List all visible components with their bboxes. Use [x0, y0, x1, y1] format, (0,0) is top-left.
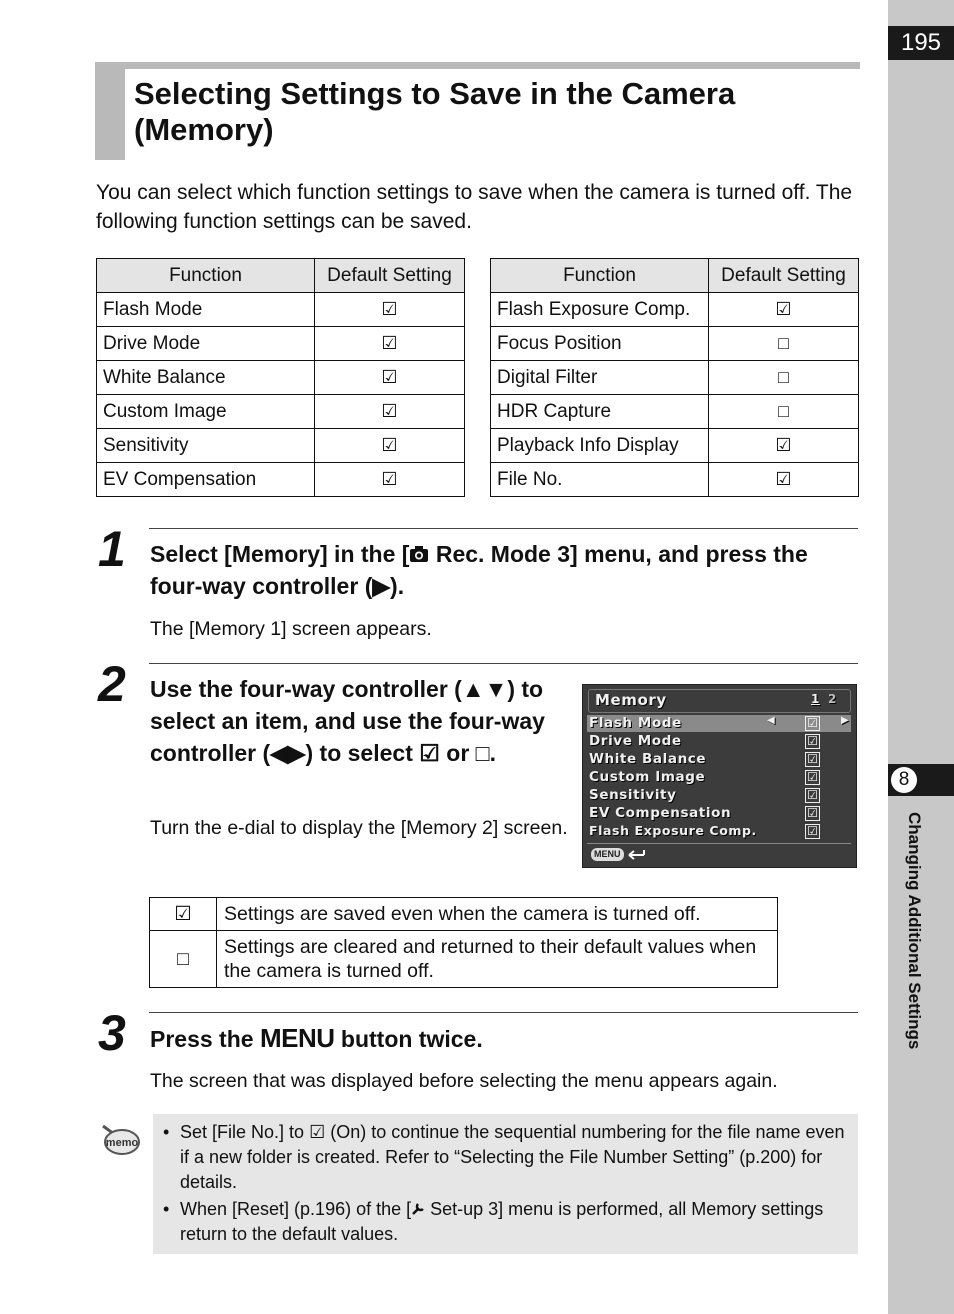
step-divider [149, 663, 858, 664]
table-row [491, 293, 859, 327]
default-mark: □ [709, 361, 859, 395]
unchecked-icon: □ [475, 740, 490, 766]
table-row [150, 931, 778, 988]
step-number: 3 [98, 1005, 126, 1061]
function-name: Sensitivity [97, 429, 315, 463]
table-row [97, 327, 465, 361]
function-name: Digital Filter [491, 361, 709, 395]
step-number: 2 [98, 656, 126, 712]
table-row [97, 429, 465, 463]
default-mark: ☑ [315, 361, 465, 395]
default-mark: ☑ [315, 429, 465, 463]
left-arrow-icon: ◀ [767, 715, 776, 726]
table-row [97, 293, 465, 327]
checked-icon: ☑ [805, 770, 820, 785]
default-mark: ☑ [315, 293, 465, 327]
checked-icon: ☑ [309, 1122, 326, 1142]
legend-text: Settings are cleared and returned to their default values when the camera is turned off. [217, 931, 778, 988]
screen-item-label: Sensitivity [589, 787, 677, 803]
screen-item-label: Drive Mode [589, 733, 682, 749]
function-name: Flash Exposure Comp. [491, 293, 709, 327]
chapter-title: Changing Additional Settings [905, 812, 924, 1050]
default-mark: ☑ [709, 429, 859, 463]
mark-legend-table [149, 897, 778, 988]
memo-note-2a: When [Reset] (p.196) of the [ [180, 1199, 412, 1219]
step-3-title-a: Press the [150, 1026, 260, 1052]
screen-item-label: Flash Exposure Comp. [589, 823, 757, 838]
default-mark: □ [709, 327, 859, 361]
function-name: EV Compensation [97, 463, 315, 497]
default-mark: ☑ [315, 395, 465, 429]
camera-icon [409, 545, 429, 563]
table-row [491, 327, 859, 361]
header-default: Default Setting [315, 259, 465, 293]
default-mark: ☑ [709, 293, 859, 327]
memo-icon-label: memo [105, 1137, 139, 1149]
memo-note-1a: Set [File No.] to [180, 1122, 310, 1142]
page-title: Selecting Settings to Save in the Camera (Memory) [134, 76, 736, 147]
chapter-sidebar [888, 0, 954, 1314]
checked-icon: ☑ [419, 740, 440, 766]
step-divider [149, 528, 858, 529]
function-table-left [96, 258, 465, 497]
screen-item-label: Custom Image [589, 769, 706, 785]
screen-item-custom-image[interactable] [587, 769, 851, 786]
screen-item-label: Flash Mode [589, 715, 682, 731]
step-2-body: Turn the e-dial to display the [Memory 2] screen. [150, 817, 568, 839]
memo-list [153, 1114, 858, 1247]
memo-icon [100, 1122, 140, 1156]
legend-mark: □ [150, 931, 217, 988]
page-number: 195 [888, 26, 954, 60]
step-2-title-mid: or [439, 740, 476, 766]
step-1-title-b: Rec. Mode 3] menu, and press the four-way controller (▶). [150, 541, 808, 599]
wrench-icon [411, 1202, 425, 1216]
memo-note-2b: Set-up 3] menu is performed, all Memory settings return to the default values. [180, 1199, 824, 1244]
checked-icon: ☑ [805, 716, 820, 731]
screen-item-drive-mode[interactable] [587, 733, 851, 750]
step-3-body: The screen that was displayed before selecting the menu appears again. [150, 1070, 778, 1092]
default-mark: ☑ [315, 463, 465, 497]
step-1-title-a: Select [Memory] in the [ [150, 541, 410, 567]
screen-item-flash-mode[interactable] [587, 715, 851, 732]
function-name: Drive Mode [97, 327, 315, 361]
memo-note-1b: (On) to continue the sequential numbering for the file name even if a new folder is created. Refer to “Selecting the File Number Setting” (p.200) for details. [180, 1122, 845, 1192]
checked-icon: ☑ [805, 788, 820, 803]
back-arrow-icon [625, 847, 649, 862]
table-row [491, 429, 859, 463]
title-side-bar [95, 62, 125, 160]
menu-button-icon[interactable]: MENU [591, 848, 624, 861]
checked-icon: ☑ [805, 824, 820, 839]
screen-footer-divider [587, 843, 851, 844]
table-row [491, 463, 859, 497]
function-name: Playback Info Display [491, 429, 709, 463]
memo-note [180, 1197, 858, 1247]
step-2-title [150, 673, 562, 769]
step-2-title-a: Use the four-way controller (▲▼) to select an item, and use the four-way controller (◀▶) to select [150, 676, 545, 766]
function-name: White Balance [97, 361, 315, 395]
function-table-right [490, 258, 859, 497]
header-default: Default Setting [709, 259, 859, 293]
chapter-number: 8 [891, 767, 917, 793]
table-row [150, 898, 778, 931]
table-row [491, 395, 859, 429]
step-2-title-end: . [489, 740, 496, 766]
step-divider [149, 1012, 858, 1013]
step-1-body: The [Memory 1] screen appears. [150, 618, 432, 640]
screen-item-label: EV Compensation [589, 805, 732, 821]
default-mark: ☑ [709, 463, 859, 497]
legend-mark: ☑ [150, 898, 217, 931]
menu-label: MENU [259, 1023, 335, 1053]
header-function: Function [97, 259, 315, 293]
memo-box [153, 1114, 858, 1254]
screen-item-label: White Balance [589, 751, 707, 767]
intro-paragraph: You can select which function settings to save when the camera is turned off. The following function settings can be saved. [96, 181, 853, 233]
step-3-title-b: button twice. [334, 1026, 483, 1052]
title-bar [95, 62, 860, 69]
checked-icon: ☑ [805, 752, 820, 767]
table-row [97, 395, 465, 429]
function-name: Custom Image [97, 395, 315, 429]
checked-icon: ☑ [805, 734, 820, 749]
function-name: HDR Capture [491, 395, 709, 429]
screen-item-flash-exposure-comp[interactable] [587, 823, 851, 840]
table-row [491, 361, 859, 395]
screen-page-1: 1 [811, 692, 820, 706]
camera-screen [582, 684, 857, 868]
header-function: Function [491, 259, 709, 293]
checked-icon: ☑ [805, 806, 820, 821]
screen-item-white-balance[interactable] [587, 751, 851, 768]
default-mark: ☑ [315, 327, 465, 361]
function-name: Flash Mode [97, 293, 315, 327]
screen-page-2: 2 [828, 692, 837, 706]
step-3-title [150, 1022, 850, 1055]
screen-title: Memory [595, 691, 667, 709]
function-name: Focus Position [491, 327, 709, 361]
memo-note [180, 1120, 858, 1195]
step-number: 1 [98, 521, 126, 577]
step-1-title [150, 538, 860, 602]
table-row [97, 361, 465, 395]
table-row [97, 463, 465, 497]
screen-item-sensitivity[interactable] [587, 787, 851, 804]
right-arrow-icon: ▶ [841, 715, 850, 726]
default-mark: □ [709, 395, 859, 429]
legend-text: Settings are saved even when the camera is turned off. [217, 898, 778, 931]
screen-item-ev-compensation[interactable] [587, 805, 851, 822]
function-name: File No. [491, 463, 709, 497]
